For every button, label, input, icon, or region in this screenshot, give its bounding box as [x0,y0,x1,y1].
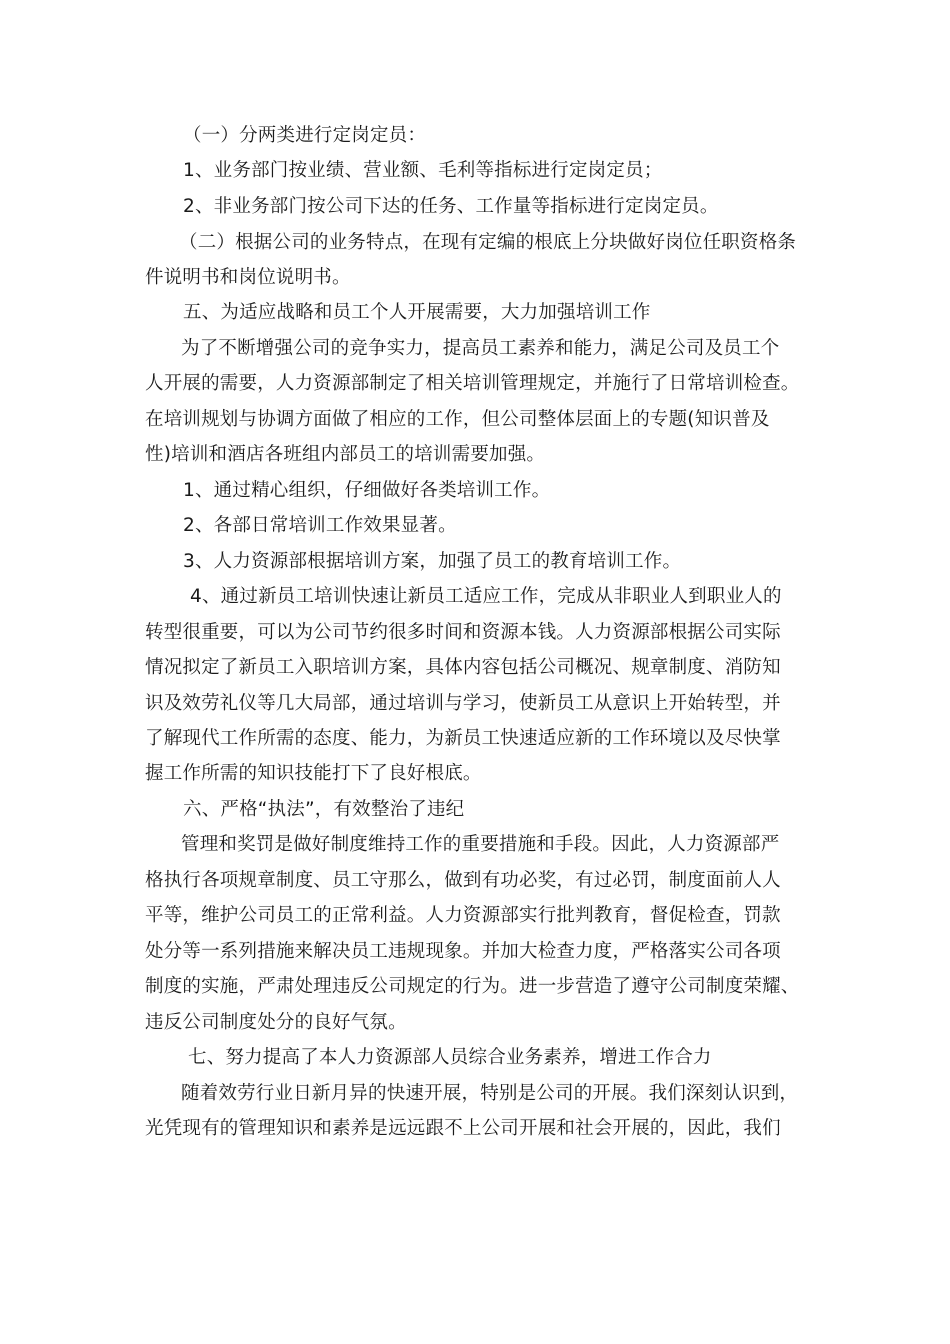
section-heading: 五、为适应战略和员工个人开展需要，大力加强培训工作 [183,302,651,323]
text-line: 随着效劳行业日新月异的快速开展，特别是公司的开展。我们深刻认识到， [181,1083,799,1104]
text-line: 3、人力资源部根据培训方案，加强了员工的教育培训工作。 [183,551,682,572]
text-line: 管理和奖罚是做好制度维持工作的重要措施和手段。因此，人力资源部严 [181,834,780,855]
section-heading: 七、努力提高了本人力资源部人员综合业务素养，增进工作合力 [188,1047,712,1068]
text-line: 1、业务部门按业绩、营业额、毛利等指标进行定岗定员； [183,160,663,181]
text-line: 2、各部日常培训工作效果显著。 [183,515,457,536]
text-line: 违反公司制度处分的良好气氛。 [145,1012,407,1033]
text-line: （二）根据公司的业务特点，在现有定编的根底上分块做好岗位任职资格条 [179,232,797,253]
text-line: 握工作所需的知识技能打下了良好根底。 [145,763,482,784]
text-line: 性)培训和酒店各班组内部员工的培训需要加强。 [145,444,546,465]
text-line: （一）分两类进行定岗定员： [183,125,427,146]
text-line: 平等，维护公司员工的正常利益。人力资源部实行批判教育，督促检查，罚款 [145,905,781,926]
text-line: 格执行各项规章制度、员工守那么，做到有功必奖，有过必罚，制度面前人人 [145,870,781,891]
text-line: 为了不断增强公司的竞争实力，提高员工素养和能力，满足公司及员工个 [181,338,780,359]
text-line: 件说明书和岗位说明书。 [145,267,351,288]
text-line: 情况拟定了新员工入职培训方案，具体内容包括公司概况、规章制度、消防知 [145,657,781,678]
text-line: 转型很重要，可以为公司节约很多时间和资源本钱。人力资源部根据公司实际 [145,622,781,643]
text-line: 在培训规划与协调方面做了相应的工作，但公司整体层面上的专题(知识普及 [145,409,770,430]
text-line: 4、通过新员工培训快速让新员工适应工作，完成从非职业人到职业人的 [190,586,782,607]
text-line: 了解现代工作所需的态度、能力，为新员工快速适应新的工作环境以及尽快掌 [145,728,781,749]
text-line: 2、非业务部门按公司下达的任务、工作量等指标进行定岗定员。 [183,196,719,217]
text-line: 识及效劳礼仪等几大局部，通过培训与学习，使新员工从意识上开始转型，并 [145,693,781,714]
text-line: 1、通过精心组织，仔细做好各类培训工作。 [183,480,551,501]
text-line: 人开展的需要，人力资源部制定了相关培训管理规定，并施行了日常培训检查。 [145,373,800,394]
text-line: 制度的实施，严肃处理违反公司规定的行为。进一步营造了遵守公司制度荣耀、 [145,976,800,997]
text-line: 处分等一系列措施来解决员工违规现象。并加大检查力度，严格落实公司各项 [145,941,781,962]
text-line: 光凭现有的管理知识和素养是远远跟不上公司开展和社会开展的，因此，我们 [145,1118,781,1139]
section-heading: 六、严格“执法”，有效整治了违纪 [183,799,465,820]
